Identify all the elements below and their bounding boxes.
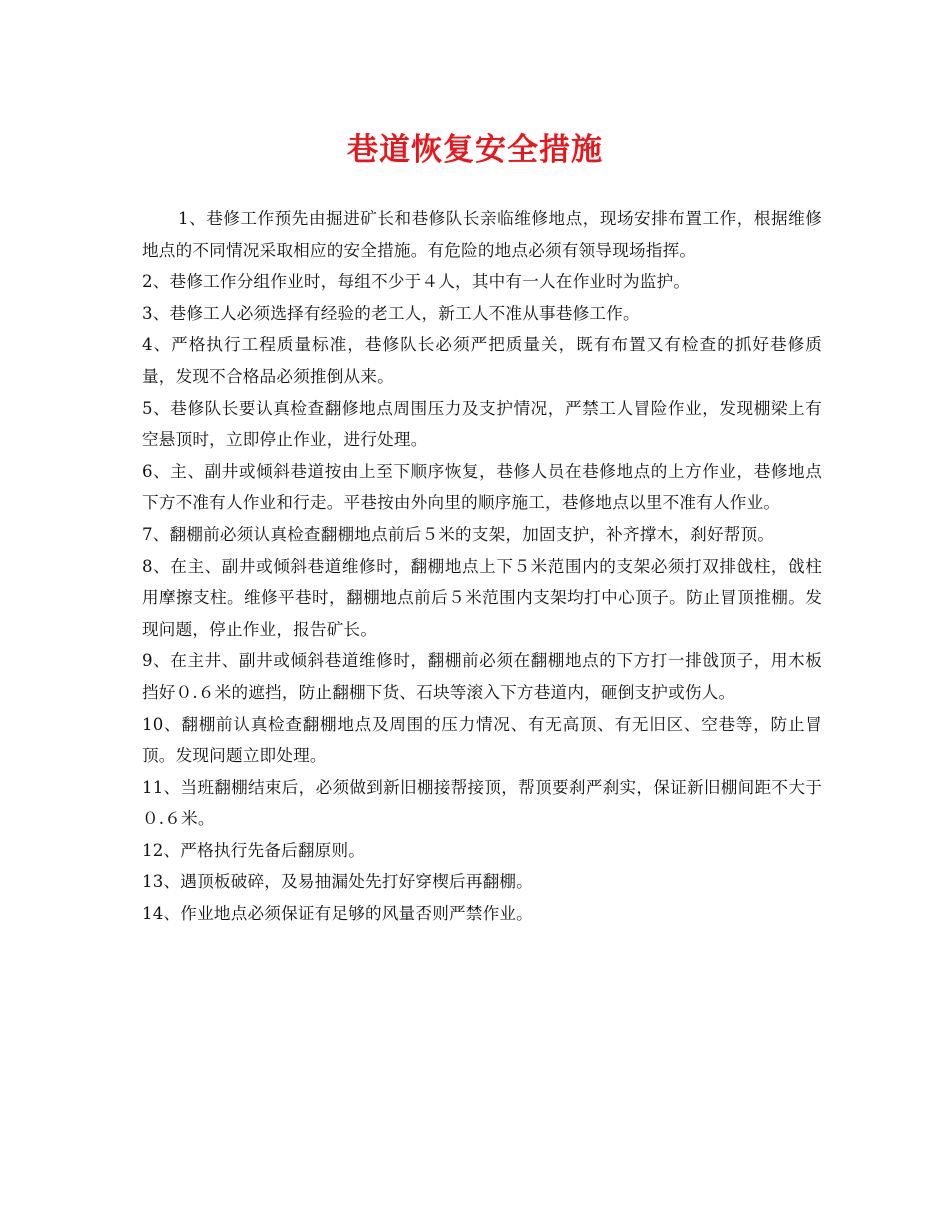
paragraph-14: 14、作业地点必须保证有足够的风量否则严禁作业。 <box>142 904 533 924</box>
paragraph-13: 13、遇顶板破碎，及易抽漏处先打好穿楔后再翻棚。 <box>142 872 533 892</box>
paragraph-11: 11、当班翻棚结束后，必须做到新旧棚接帮接顶，帮顶要刹严刹实，保证新旧棚间距不大于０.６米。 <box>142 777 822 829</box>
paragraph-2: 2、巷修工作分组作业时，每组不少于４人，其中有一人在作业时为监护。 <box>142 272 691 292</box>
paragraph-9: 9、在主井、副井或倾斜巷道维修时，翻棚前必须在翻棚地点的下方打一排戗顶子，用木板挡好０.６米的遮挡，防止翻棚下货、石块等滚入下方巷道内，砸倒支护或伤人。 <box>142 651 822 702</box>
document-body <box>142 203 822 930</box>
paragraph-6: 6、主、副井或倾斜巷道按由上至下顺序恢复，巷修人员在巷修地点的上方作业，巷修地点下方不准有人作业和行走。平巷按由外向里的顺序施工，巷修地点以里不准有人作业。 <box>142 461 822 513</box>
paragraph-1: 1、巷修工作预先由掘进矿长和巷修队长亲临维修地点，现场安排布置工作，根据维修地点的不同情况采取相应的安全措施。有危险的地点必须有领导现场指挥。 <box>142 209 822 260</box>
paragraph-8: 8、在主、副井或倾斜巷道维修时，翻棚地点上下５米范围内的支架必须打双排戗柱，戗柱用摩擦支柱。维修平巷时，翻棚地点前后５米范围内支架均打中心顶子。防止冒顶推棚。发现问题，停止作业，报告矿长。 <box>142 556 822 639</box>
paragraph-10: 10、翻棚前认真检查翻棚地点及周围的压力情况、有无高顶、有无旧区、空巷等，防止冒顶。发现问题立即处理。 <box>142 714 822 766</box>
paragraph-5: 5、巷修队长要认真检查翻修地点周围压力及支护情况，严禁工人冒险作业，发现棚梁上有空悬顶时，立即停止作业，进行处理。 <box>142 398 822 450</box>
paragraph-4: 4、严格执行工程质量标准，巷修队长必须严把质量关，既有布置又有检查的抓好巷修质量，发现不合格品必须推倒从来。 <box>142 335 822 386</box>
document-title: 巷道恢复安全措施 <box>347 132 603 168</box>
paragraph-3: 3、巷修工人必须选择有经验的老工人，新工人不准从事巷修工作。 <box>142 303 640 323</box>
paragraph-12: 12、严格执行先备后翻原则。 <box>142 840 366 860</box>
paragraph-7: 7、翻棚前必须认真检查翻棚地点前后５米的支架，加固支护，补齐撑木，刹好帮顶。 <box>142 524 775 544</box>
